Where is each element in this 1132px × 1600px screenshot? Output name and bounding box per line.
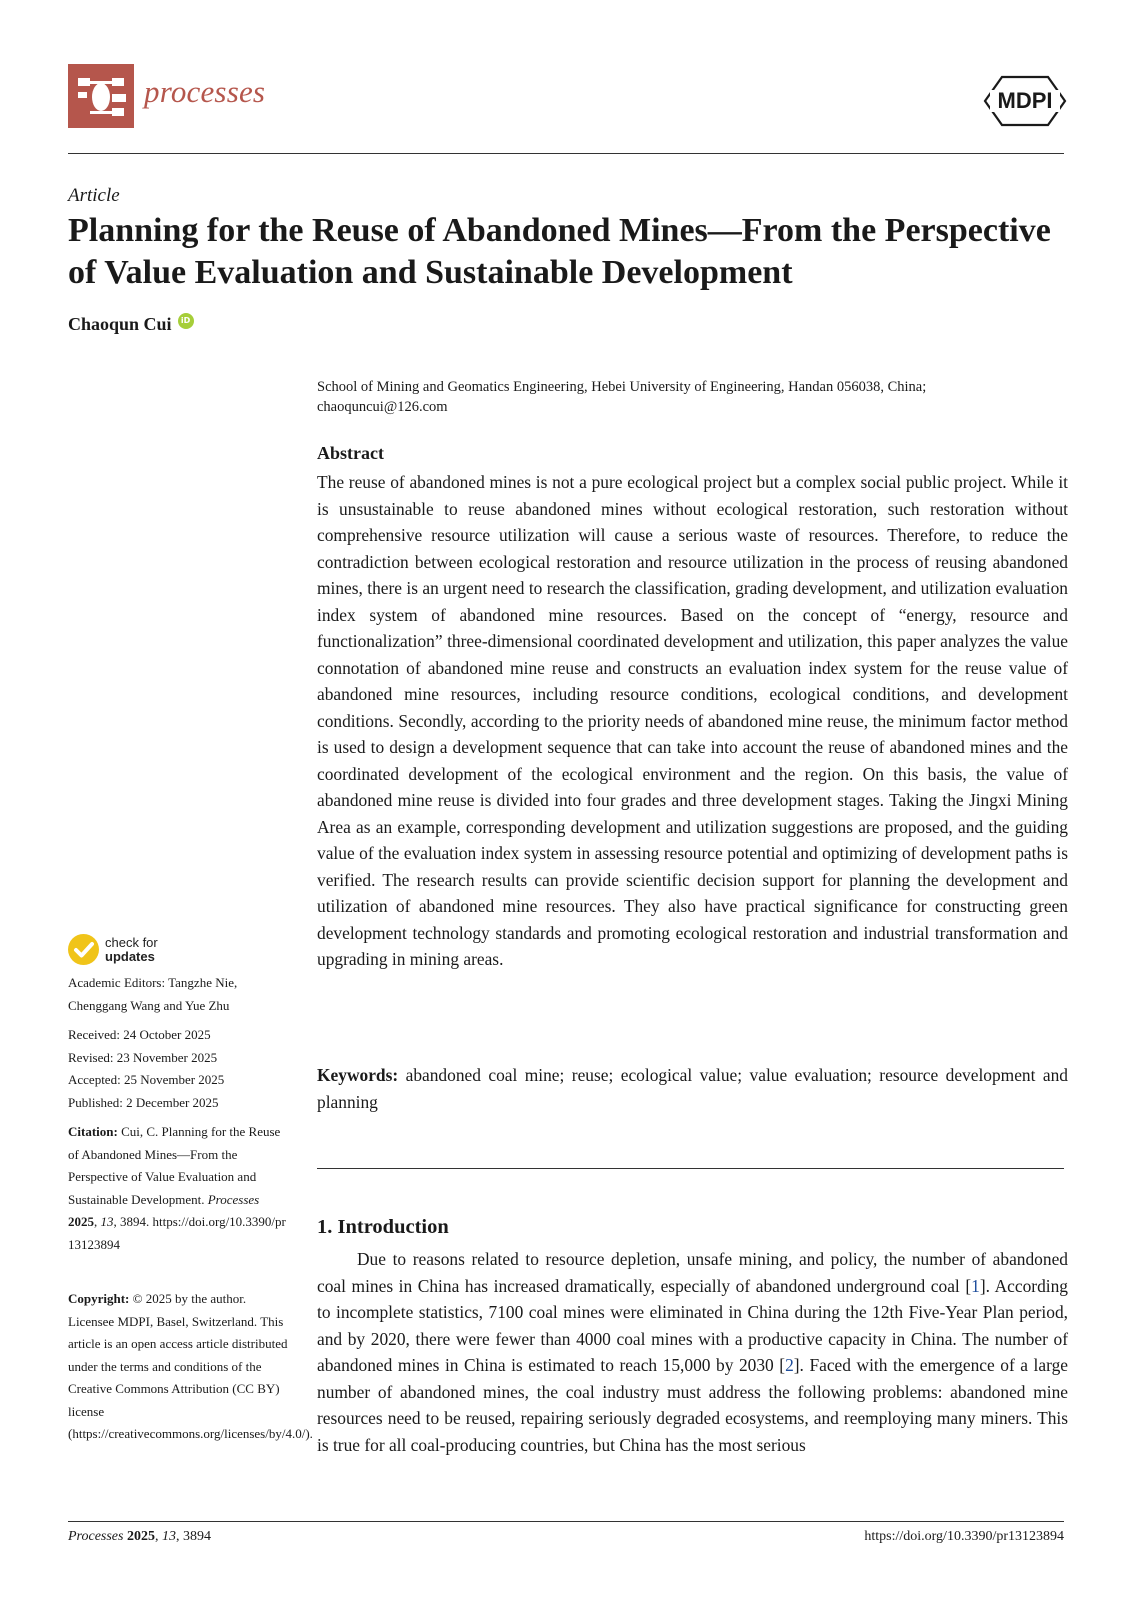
header-divider <box>68 153 1064 154</box>
citation-text: Cui, C. Planning for the Reuse of Abandoned Mines—From the Perspective of Value Evaluation and Sustainable Development. <box>68 1124 281 1207</box>
copyright-label: Copyright: <box>68 1291 130 1306</box>
editors-label: Academic Editors: Tangzhe Nie, <box>68 975 238 990</box>
reference-link-2[interactable]: 2 <box>785 1355 794 1375</box>
abstract-text: The reuse of abandoned mines is not a pure ecological project but a complex social public project. While it is unsustainable to reuse abandoned mines without ecological restoration, such restoration without comprehensive resource utilization will cause a serious waste of resources. Therefore, to reduce the contradiction between ecological restoration and resource utilization in the process of reusing abandoned mines, there is an urgent need to research the classification, grading development, and utilization evaluation index system of abandoned mine resources. Based on the concept of “energy, resource and functionalization” three-dimensional coordinated development and utilization, this paper analyzes the value connotation of abandoned mine reuse and constructs an evaluation index system for the reuse value of abandoned mine resources, including resource conditions, ecological conditions, and development conditions. Secondly, according to the priority needs of abandoned mine reuse, the minimum factor method is used to design a development sequence that can take into account the reuse of abandoned mines and the coordinated development of the ecological environment and the region. On this basis, the value of abandoned mine reuse is divided into four grades and three development stages. Taking the Jingxi Mining Area as an example, corresponding development and utilization suggestions are proposed, and the guiding value of the evaluation index system in assessing resource potential and optimizing of development paths is verified. The research results can provide scientific decision support for planning the development and utilization of abandoned mine resources. They also have practical significance for constructing green development technology standards and promoting ecological restoration and industrial transformation and upgrading in mining areas. <box>317 472 1068 969</box>
citation-year: 2025 <box>68 1214 94 1229</box>
journal-logo-icon <box>68 64 134 128</box>
citation-volume: 13 <box>100 1214 114 1229</box>
check-updates-line2: updates <box>105 948 155 964</box>
date-received: Received: 24 October 2025 <box>68 1027 211 1042</box>
footer-citation: Processes 2025, 13, 3894 <box>68 1529 211 1544</box>
author-name: Chaoqun Cui <box>68 314 172 334</box>
editors-names: Chenggang Wang and Yue Zhu <box>68 997 230 1013</box>
copyright-block <box>68 1288 313 1446</box>
citation-article: , 3894. <box>113 1214 150 1229</box>
citation-label: Citation: <box>68 1124 118 1139</box>
footer-journal: Processes <box>68 1529 124 1544</box>
academic-editors <box>68 972 290 1017</box>
citation-journal: Processes <box>207 1191 260 1207</box>
affiliation <box>317 377 1067 417</box>
check-updates-line1: check for <box>105 934 158 950</box>
svg-text:MDPI: MDPI <box>997 88 1053 113</box>
footer-doi-link[interactable]: https://doi.org/10.3390/pr13123894 <box>864 1529 1064 1544</box>
article-type: Article <box>68 185 120 206</box>
intro-text-part3: ]. Faced with the emergence of a large number of abandoned mines, the coal industry must address the following problems: abandoned mine resources need to be reused, repairing seriously degraded ecosystems, and reemploying many miners. This is true for all coal-producing countries, but China has the most serious <box>317 1355 1068 1455</box>
footer-volume: 13 <box>161 1529 176 1544</box>
author-email[interactable]: chaoquncui@126.com <box>317 399 448 415</box>
footer-divider <box>68 1521 1064 1522</box>
keywords-label: Keywords: <box>317 1065 399 1085</box>
article-title: Planning for the Reuse of Abandoned Mines—From the Perspective of Value Evaluation and Sustainable Development <box>68 212 1051 291</box>
keywords-text: abandoned coal mine; reuse; ecological value; value evaluation; resource development and planning <box>317 1065 1068 1112</box>
reference-link-1[interactable]: 1 <box>971 1275 980 1296</box>
orcid-icon[interactable]: iD <box>178 313 194 329</box>
copyright-text: © 2025 by the author. Licensee MDPI, Basel, Switzerland. This article is an open access article distributed under the terms and conditions of the Creative Commons Attribution (CC BY) license (https://creativecommons.org/licenses/by/4.0/). <box>68 1291 313 1441</box>
check-updates-label <box>105 936 158 964</box>
affiliation-text: School of Mining and Geomatics Engineering, Hebei University of Engineering, Handan 056038, China; <box>317 379 927 395</box>
publication-dates <box>68 1024 290 1114</box>
footer-year: 2025 <box>126 1529 155 1544</box>
footer-article: , 3894 <box>175 1529 211 1544</box>
check-for-updates-button[interactable] <box>68 934 158 965</box>
section-heading-introduction: 1. Introduction <box>317 1216 449 1238</box>
citation-block: Citation: Cui, C. Planning for the Reuse of Abandoned Mines—From the Perspective of Value Evaluation and Sustainable Development. Processes 2025, 13, 3894. https://doi.org/10.3390/pr13123894 <box>68 1124 286 1252</box>
citation-doi-link[interactable]: https://doi.org/10.3390/pr13123894 <box>68 1214 286 1252</box>
date-published: Published: 2 December 2025 <box>68 1094 219 1110</box>
intro-text-part2: ]. According to incomplete statistics, 7100 coal mines were eliminated in China during the 12th Five-Year Plan period, and by 2020, there were fewer than 4000 coal mines with a productive capacity in China. The number of abandoned mines in China is estimated to reach 15,000 by 2030 [ <box>317 1275 1068 1375</box>
date-accepted: Accepted: 25 November 2025 <box>68 1072 225 1087</box>
journal-name: processes <box>144 74 266 109</box>
date-revised: Revised: 23 November 2025 <box>68 1049 218 1065</box>
author-line <box>68 314 194 335</box>
abstract-heading: Abstract <box>317 443 384 463</box>
check-updates-icon <box>68 934 99 965</box>
mdpi-logo-icon <box>982 74 1068 128</box>
keywords-divider <box>317 1168 1064 1169</box>
keywords <box>317 1062 1068 1115</box>
intro-text-part1: Due to reasons related to resource depletion, unsafe mining, and policy, the number of abandoned coal mines in China has increased dramatically, especially of abandoned underground coal [ <box>317 1249 1068 1296</box>
introduction-paragraph <box>317 1246 1068 1458</box>
